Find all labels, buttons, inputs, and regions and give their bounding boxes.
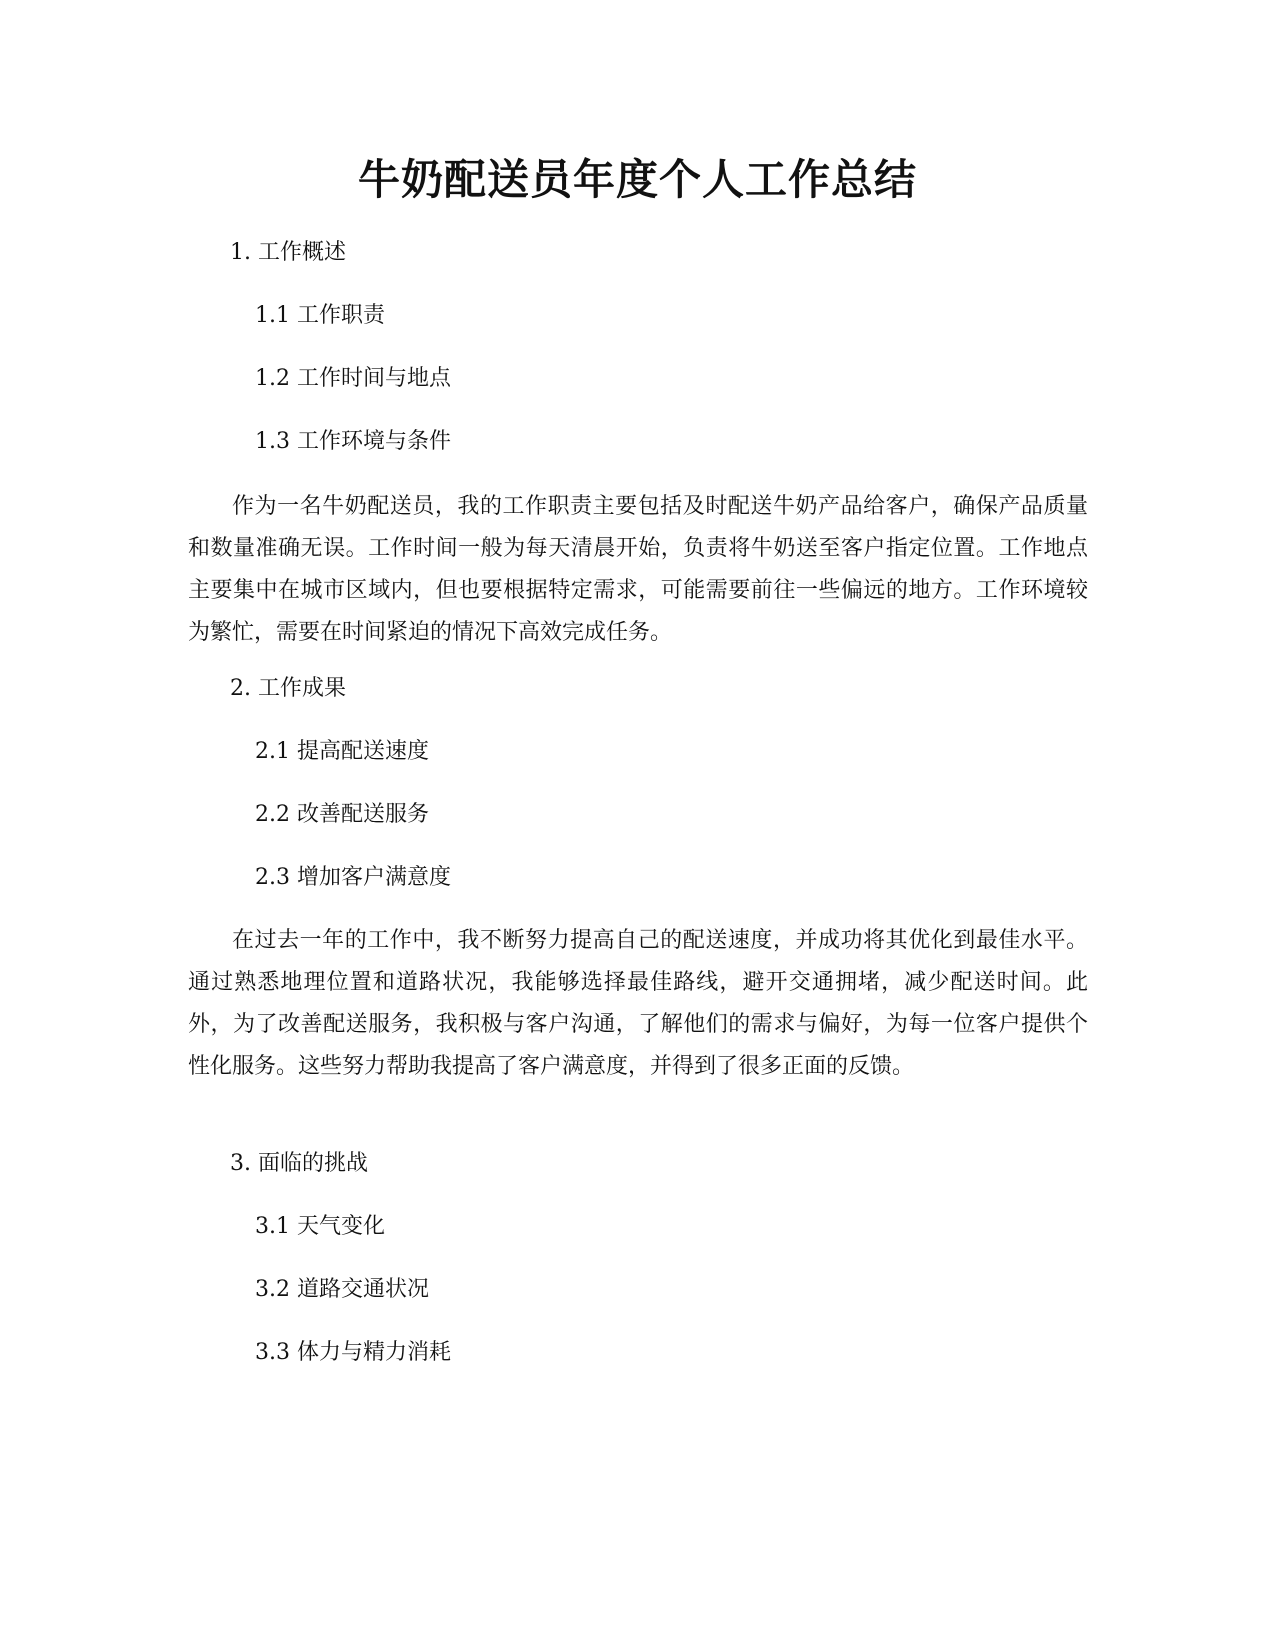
section-heading-2: 2. 工作成果 [230, 676, 346, 701]
section-heading-1: 1. 工作概述 [230, 240, 346, 265]
subheading-3-1: 3.1 天气变化 [255, 1214, 385, 1239]
section-2-paragraph: 在过去一年的工作中，我不断努力提高自己的配送速度，并成功将其优化到最佳水平。通过熟悉地理位置和道路状况，我能够选择最佳路线，避开交通拥堵，减少配送时间。此外，为了改善配送服务，我积极与客户沟通，了解他们的需求与偏好，为每一位客户提供个性化服务。这些努力帮助我提高了客户满意度，并得到了很多正面的反馈。 [188, 928, 1088, 1079]
subheading-3-3: 3.3 体力与精力消耗 [255, 1340, 451, 1365]
subheading-2-3: 2.3 增加客户满意度 [255, 865, 451, 890]
subheading-2-2: 2.2 改善配送服务 [255, 802, 429, 827]
section-heading-3: 3. 面临的挑战 [230, 1151, 368, 1176]
subheading-1-3: 1.3 工作环境与条件 [255, 429, 451, 454]
subheading-3-2: 3.2 道路交通状况 [255, 1277, 429, 1302]
section-1-paragraph: 作为一名牛奶配送员，我的工作职责主要包括及时配送牛奶产品给客户，确保产品质量和数量准确无误。工作时间一般为每天清晨开始，负责将牛奶送至客户指定位置。工作地点主要集中在城市区域内，但也要根据特定需求，可能需要前往一些偏远的地方。工作环境较为繁忙，需要在时间紧迫的情况下高效完成任务。 [188, 494, 1088, 645]
subheading-2-1: 2.1 提高配送速度 [255, 739, 429, 764]
document-title: 牛奶配送员年度个人工作总结 [357, 155, 917, 204]
subheading-1-2: 1.2 工作时间与地点 [255, 366, 451, 391]
subheading-1-1: 1.1 工作职责 [255, 303, 385, 328]
